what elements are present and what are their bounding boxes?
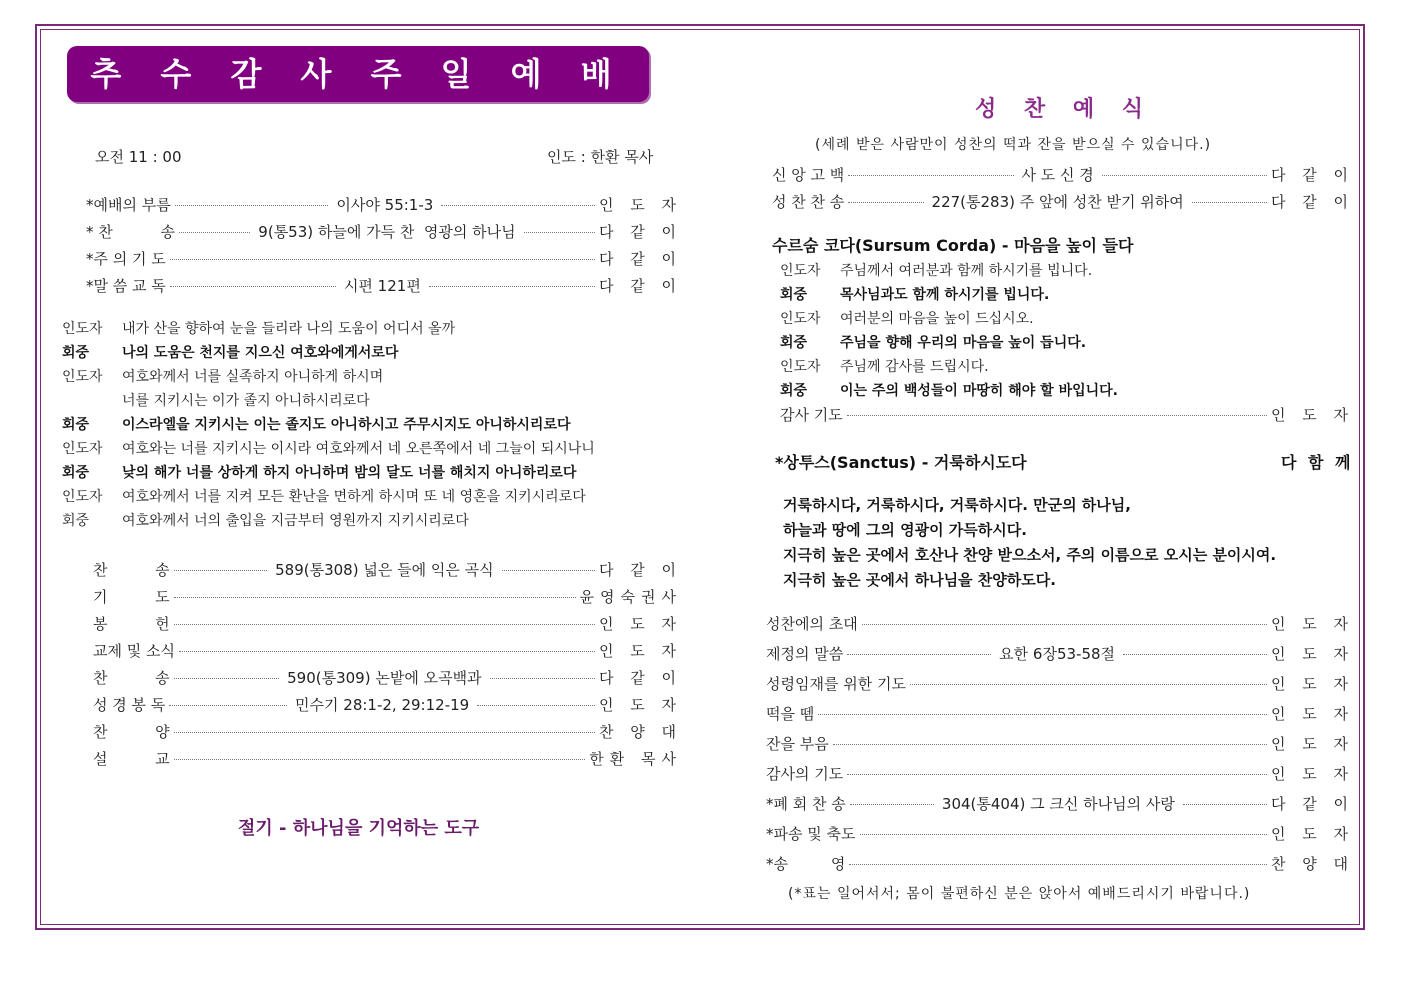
leader-dots xyxy=(847,654,991,655)
thanks-prayer-right: 인 도 자 xyxy=(1270,406,1354,424)
order-item-role: 인 도 자 xyxy=(1270,675,1354,693)
order-item-detail: 민수기 28:1-2, 29:12-19 xyxy=(295,696,470,714)
leader-dots xyxy=(818,714,1267,715)
order-item-role: 찬 양 대 xyxy=(598,723,682,741)
order-item-name: 신 앙 고 백 xyxy=(772,166,845,184)
reading-speaker: 인도자 xyxy=(62,441,103,457)
order-row xyxy=(766,643,1354,664)
order-row xyxy=(86,275,682,296)
leader-dots xyxy=(848,202,923,203)
order-row xyxy=(772,191,1354,212)
leader-dots xyxy=(1102,175,1267,176)
leader-dots xyxy=(441,205,595,206)
reading-speaker: 회중 xyxy=(62,417,90,433)
order-item-role: 인 도 자 xyxy=(1270,705,1354,723)
order-row xyxy=(93,667,682,688)
page-title: 추 수 감 사 주 일 예 배 xyxy=(67,46,649,102)
sermon-title: 절기 - 하나님을 기억하는 도구 xyxy=(238,818,480,839)
order-item-role: 인 도 자 xyxy=(598,642,682,660)
reading-speaker: 인도자 xyxy=(780,311,821,327)
order-item-role: 다 같 이 xyxy=(599,669,683,687)
reading-speaker: 회중 xyxy=(780,287,808,303)
order-item-role: 인 도 자 xyxy=(598,615,682,633)
reading-text: 여러분의 마음을 높이 드십시오. xyxy=(840,311,1034,327)
reading-line xyxy=(780,260,1092,280)
order-item-role: 인 도 자 xyxy=(1270,645,1354,663)
leader-dots xyxy=(174,624,595,625)
order-row xyxy=(93,694,682,715)
order-item-name: *파송 및 축도 xyxy=(766,825,856,843)
reading-line xyxy=(62,318,455,338)
order-item-name: 떡을 뗌 xyxy=(766,705,815,723)
service-time: 오전 11 : 00 xyxy=(95,148,182,166)
sanctus-line: 거룩하시다, 거룩하시다, 거룩하시다. 만군의 하나님, xyxy=(783,496,1131,514)
order-item-detail: 사 도 신 경 xyxy=(1021,166,1094,184)
reading-text: 이는 주의 백성들이 마땅히 해야 할 바입니다. xyxy=(840,383,1118,399)
order-item-name: 제정의 말씀 xyxy=(766,645,844,663)
leader-dots xyxy=(477,705,595,706)
order-item-detail: 이사야 55:1-3 xyxy=(336,196,434,214)
order-item-role: 인 도 자 xyxy=(1270,825,1354,843)
reading-speaker: 회중 xyxy=(62,465,90,481)
leader-dots xyxy=(848,175,1013,176)
reading-line xyxy=(62,390,370,410)
leader-dots xyxy=(174,570,267,571)
order-item-role: 인 도 자 xyxy=(1270,735,1354,753)
reading-speaker: 인도자 xyxy=(780,263,821,279)
order-item-role: 인 도 자 xyxy=(598,696,682,714)
order-item-name: 성령임재를 위한 기도 xyxy=(766,675,906,693)
reading-text: 목사님과도 함께 하시기를 빕니다. xyxy=(840,287,1050,303)
reading-line xyxy=(780,308,1034,328)
reading-speaker: 회중 xyxy=(780,383,808,399)
leader-dots xyxy=(1192,202,1267,203)
order-row xyxy=(93,721,682,742)
leader-dots xyxy=(833,744,1267,745)
leader-dots xyxy=(1123,654,1267,655)
footer-note: (*표는 일어서서; 몸이 불편하신 분은 앉아서 예배드리시기 바랍니다.) xyxy=(788,886,1251,902)
reading-text: 주님께 감사를 드립시다. xyxy=(840,359,989,375)
order-item-detail: 590(통309) 논밭에 오곡백과 xyxy=(287,669,482,687)
reading-speaker: 인도자 xyxy=(780,359,821,375)
order-item-name: 잔을 부음 xyxy=(766,735,829,753)
order-item-role: 다 같 이 xyxy=(1271,795,1355,813)
reading-speaker: 인도자 xyxy=(62,321,103,337)
sanctus-line: 하늘과 땅에 그의 영광이 가득하시다. xyxy=(783,521,1027,539)
order-item-role: 윤영숙권사 xyxy=(579,588,682,606)
reading-line xyxy=(62,462,576,482)
reading-speaker: 인도자 xyxy=(62,489,103,505)
leader-dots xyxy=(860,834,1267,835)
thanks-prayer-label: 감사 기도 xyxy=(780,406,843,424)
order-item-name: 교제 및 소식 xyxy=(93,642,175,660)
sanctus-heading: *상투스(Sanctus) - 거룩하시도다 xyxy=(775,453,1027,472)
order-item-role: 다 같 이 xyxy=(598,250,682,268)
leader-dots xyxy=(170,286,336,287)
leader-dots xyxy=(174,678,279,679)
order-row xyxy=(766,703,1354,724)
order-item-role: 다 같 이 xyxy=(598,277,682,295)
order-item-name: 성 찬 찬 송 xyxy=(772,193,845,211)
order-item-role: 다 같 이 xyxy=(1271,166,1355,184)
order-item-name: 성 경 봉 독 xyxy=(93,696,166,714)
leader-dots xyxy=(174,759,586,760)
communion-title: 성 찬 예 식 xyxy=(975,97,1153,122)
order-row xyxy=(93,613,682,634)
reading-text: 여호와는 너를 지키시는 이시라 여호와께서 네 오른쪽에서 네 그늘이 되시나니 xyxy=(122,441,595,457)
reading-line xyxy=(780,380,1118,400)
sanctus-right: 다 함 께 xyxy=(1281,453,1354,472)
sanctus-line: 지극히 높은 곳에서 하나님을 찬양하도다. xyxy=(783,571,1056,589)
reading-text: 내가 산을 향하여 눈을 들리라 나의 도움이 어디서 올까 xyxy=(122,321,456,337)
leader-label: 인도 : 한환 목사 xyxy=(547,148,654,166)
order-item-name: *폐 회 찬 송 xyxy=(766,795,846,813)
leader-dots xyxy=(429,286,595,287)
order-item-detail: 요한 6장53-58절 xyxy=(999,645,1116,663)
communion-note: (세례 받은 사람만이 성찬의 떡과 잔을 받으실 수 있습니다.) xyxy=(815,137,1212,153)
order-row xyxy=(766,853,1354,874)
reading-text: 이스라엘을 지키시는 이는 졸지도 아니하시고 주무시지도 아니하시리로다 xyxy=(122,417,571,433)
order-item-role: 한환 목사 xyxy=(589,750,682,768)
leader-dots xyxy=(169,705,287,706)
order-row xyxy=(93,748,682,769)
reading-line xyxy=(62,342,398,362)
reading-line xyxy=(62,366,383,386)
order-row xyxy=(86,248,682,269)
order-item-name: 찬 송 xyxy=(93,561,170,579)
order-item-name: 성찬에의 초대 xyxy=(766,615,858,633)
thanks-prayer-row xyxy=(780,404,1354,425)
leader-dots xyxy=(1183,804,1267,805)
leader-dots xyxy=(850,804,934,805)
order-item-detail: 304(통404) 그 크신 하나님의 사랑 xyxy=(941,795,1175,813)
leader-dots xyxy=(524,232,595,233)
order-row xyxy=(86,221,682,242)
reading-text: 낮의 해가 너를 상하게 하지 아니하며 밤의 달도 너를 해치지 아니하리로다 xyxy=(122,465,577,481)
order-item-role: 인 도 자 xyxy=(1270,615,1354,633)
order-item-name: * 찬 송 xyxy=(86,223,175,241)
reading-line xyxy=(780,332,1086,352)
order-item-detail: 9(통53) 하늘에 가득 찬 영광의 하나님 xyxy=(258,223,516,241)
order-item-name: 기 도 xyxy=(93,588,170,606)
leader-dots xyxy=(847,415,1267,416)
leader-dots xyxy=(849,864,1267,865)
order-item-name: 감사의 기도 xyxy=(766,765,844,783)
leader-dots xyxy=(179,651,595,652)
order-item-name: *송 영 xyxy=(766,855,846,873)
order-item-role: 인 도 자 xyxy=(598,196,682,214)
order-row xyxy=(766,763,1354,784)
leader-dots xyxy=(175,205,329,206)
order-item-role: 다 같 이 xyxy=(1271,193,1355,211)
leader-dots xyxy=(174,732,595,733)
leader-dots xyxy=(170,259,595,260)
reading-text: 여호와께서 너를 지켜 모든 환난을 면하게 하시며 또 네 영혼을 지키시리로다 xyxy=(122,489,586,505)
leader-dots xyxy=(179,232,250,233)
reading-text: 나의 도움은 천지를 지으신 여호와에게서로다 xyxy=(122,345,399,361)
reading-speaker: 인도자 xyxy=(62,369,103,385)
order-item-role: 인 도 자 xyxy=(1270,765,1354,783)
reading-line xyxy=(62,438,595,458)
leader-dots xyxy=(862,624,1267,625)
order-row xyxy=(772,164,1354,185)
order-row xyxy=(766,613,1354,634)
order-item-name: 찬 양 xyxy=(93,723,170,741)
order-item-name: *예배의 부름 xyxy=(86,196,171,214)
order-item-detail: 227(통283) 주 앞에 성찬 받기 위하여 xyxy=(931,193,1184,211)
order-item-name: *말 씀 교 독 xyxy=(86,277,166,295)
order-row xyxy=(766,823,1354,844)
leader-dots xyxy=(502,570,595,571)
order-row xyxy=(93,559,682,580)
leader-dots xyxy=(910,684,1267,685)
leader-dots xyxy=(174,597,576,598)
order-item-role: 찬 양 대 xyxy=(1270,855,1354,873)
reading-text: 주님께서 여러분과 함께 하시기를 빕니다. xyxy=(840,263,1093,279)
order-item-name: 설 교 xyxy=(93,750,170,768)
reading-speaker: 회중 xyxy=(780,335,808,351)
reading-text: 주님을 향해 우리의 마음을 높이 듭니다. xyxy=(840,335,1087,351)
sursum-heading: 수르숨 코다(Sursum Corda) - 마음을 높이 들다 xyxy=(772,236,1134,255)
leader-dots xyxy=(847,774,1267,775)
reading-line xyxy=(780,356,989,376)
reading-text: 여호와께서 너를 실족하지 아니하게 하시며 xyxy=(122,369,384,385)
order-item-role: 다 같 이 xyxy=(598,223,682,241)
order-item-name: 찬 송 xyxy=(93,669,170,687)
reading-text: 여호와께서 너의 출입을 지금부터 영원까지 지키시리로다 xyxy=(122,513,469,529)
reading-line xyxy=(780,284,1049,304)
reading-line xyxy=(62,486,586,506)
order-item-detail: 589(통308) 넓은 들에 익은 곡식 xyxy=(275,561,494,579)
order-item-name: *주 의 기 도 xyxy=(86,250,166,268)
sanctus-line: 지극히 높은 곳에서 호산나 찬양 받으소서, 주의 이름으로 오시는 분이시여. xyxy=(783,546,1277,564)
order-row xyxy=(93,586,682,607)
order-row xyxy=(766,673,1354,694)
leader-dots xyxy=(490,678,595,679)
order-row xyxy=(86,194,682,215)
reading-line xyxy=(62,510,469,530)
order-item-name: 봉 헌 xyxy=(93,615,170,633)
order-row xyxy=(93,640,682,661)
order-row xyxy=(766,793,1354,814)
order-row xyxy=(766,733,1354,754)
order-item-detail: 시편 121편 xyxy=(343,277,421,295)
reading-text: 너를 지키시는 이가 졸지 아니하시리로다 xyxy=(122,393,370,409)
reading-line xyxy=(62,414,571,434)
reading-speaker: 회중 xyxy=(62,345,90,361)
order-item-role: 다 같 이 xyxy=(599,561,683,579)
reading-speaker: 회중 xyxy=(62,513,90,529)
